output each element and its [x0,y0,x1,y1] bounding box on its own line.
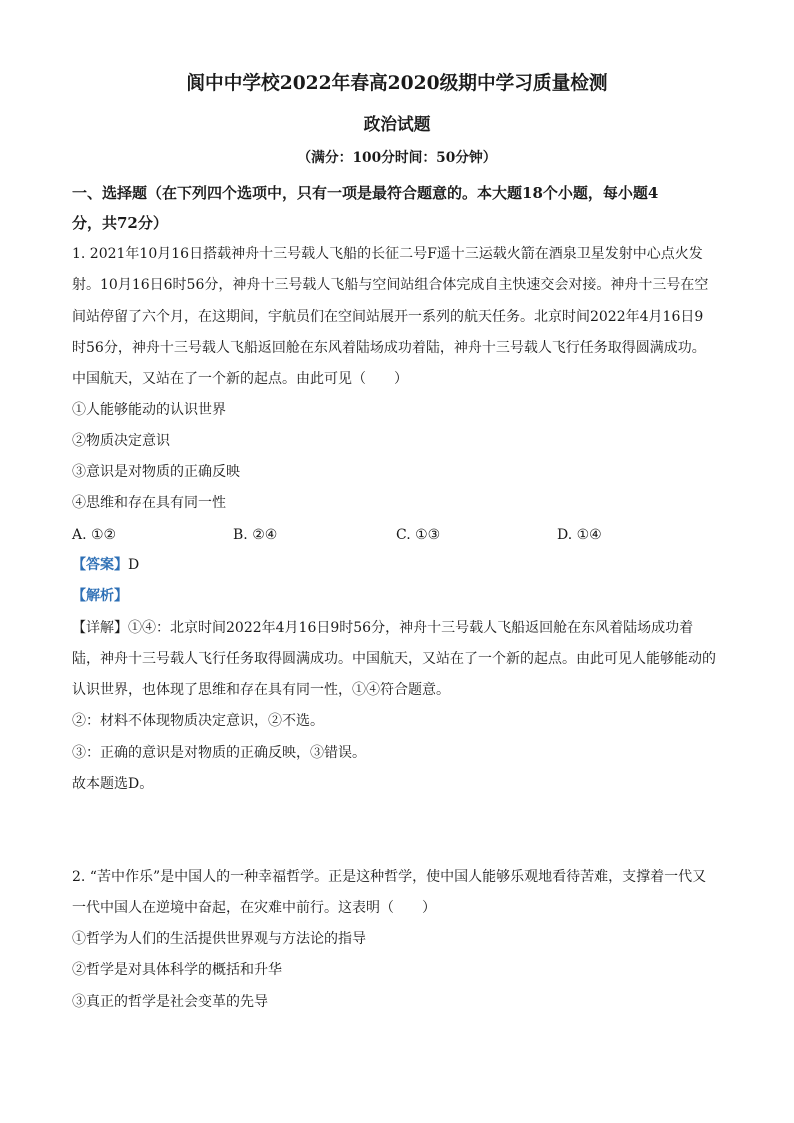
q1-stem-line-5: 中国航天，又站在了一个新的起点。由此可见（ ） [72,371,408,387]
q1-option-a: A. ①② [72,527,117,543]
q2-item-3: ③真正的哲学是社会变革的先导 [72,994,268,1010]
q1-detail-line-6: 故本题选D。 [72,776,154,792]
subject-title: 政治试题 [363,115,431,135]
answer-tag: 【答案】 [72,557,128,573]
answer-value: D [128,557,140,573]
q2-stem-line-2: 一代中国人在逆境中奋起，在灾难中前行。这表明（ ） [72,900,436,916]
section-heading-line-2: 分，共72分） [72,214,168,232]
q1-stem-line-2: 射。10月16日6时56分，神舟十三号载人飞船与空间站组合体完成自主快速交会对接。神舟十三号在空 [72,277,709,293]
q1-option-d: D. ①④ [557,527,602,543]
q1-stem-line-3: 间站停留了六个月，在这期间，宇航员们在空间站展开一系列的航天任务。北京时间2022年4月16日9 [72,309,704,325]
q2-item-1: ①哲学为人们的生活提供世界观与方法论的指导 [72,931,366,947]
exam-title: 阆中中学校2022年春高2020级期中学习质量检测 [186,72,608,94]
q1-stem-line-1: 1. 2021年10月16日搭载神舟十三号载人飞船的长征二号F遥十三运载火箭在酒泉卫星发射中心点火发 [72,246,703,262]
section-heading-line-1: 一、选择题（在下列四个选项中，只有一项是最符合题意的。本大题18个小题，每小题4 [72,184,659,202]
q1-option-b: B. ②④ [233,527,278,543]
q2-item-2: ②哲学是对具体科学的概括和升华 [72,962,282,978]
score-info: （满分：100分时间：50分钟） [297,150,497,166]
q2-stem-line-1: 2. “苦中作乐”是中国人的一种幸福哲学。正是这种哲学，使中国人能够乐观地看待苦难，支撑着一代又 [72,869,707,885]
q1-detail-line-2: 陆，神舟十三号载人飞行任务取得圆满成功。中国航天，又站在了一个新的起点。由此可见人能够能动的 [72,651,716,667]
q1-item-3: ③意识是对物质的正确反映 [72,464,240,480]
q1-detail-line-4: ②：材料不体现物质决定意识，②不选。 [72,713,324,729]
q1-detail-line-5: ③：正确的意识是对物质的正确反映，③错误。 [72,745,366,761]
analysis-tag: 【解析】 [72,588,128,604]
detail-tag: 【详解】 [72,620,128,636]
q1-detail-line-1 [72,618,693,638]
q1-item-2: ②物质决定意识 [72,433,170,449]
q1-item-4: ④思维和存在具有同一性 [72,495,226,511]
q1-item-1: ①人能够能动的认识世界 [72,402,226,418]
q1-answer [72,555,139,575]
q1-stem-line-4: 时56分，神舟十三号载人飞船返回舱在东风着陆场成功着陆，神舟十三号载人飞行任务取得圆满成功。 [72,340,706,356]
q1-option-c: C. ①③ [396,527,441,543]
detail-text-1: ①④：北京时间2022年4月16日9时56分，神舟十三号载人飞船返回舱在东风着陆场成功着 [128,620,694,636]
q1-analysis-heading [72,586,128,606]
q1-detail-line-3: 认识世界，也体现了思维和存在具有同一性，①④符合题意。 [72,682,450,698]
